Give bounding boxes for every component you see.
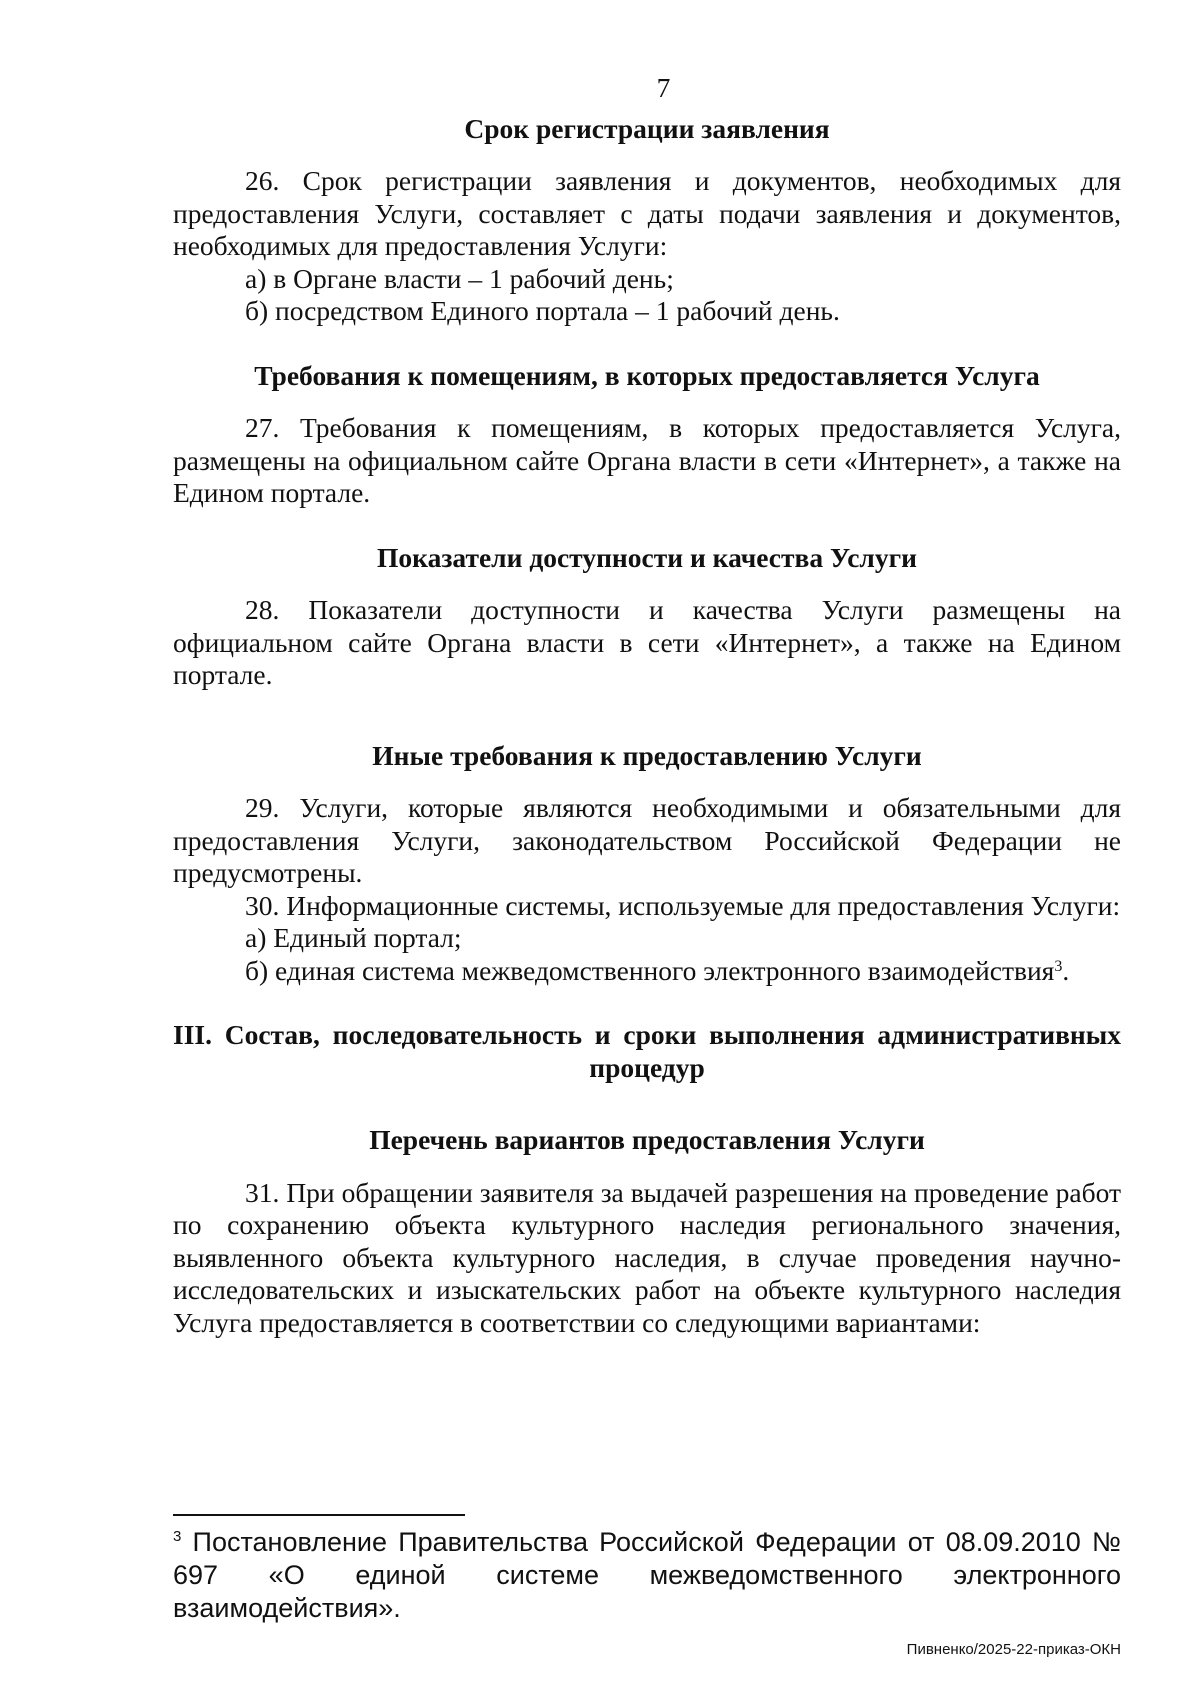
footnote-mark: 3 (173, 1528, 182, 1545)
heading-registration-term: Срок регистрации заявления (464, 112, 830, 144)
heading-section-iii-line1: III. Состав, последовательность и сроки выполнения административных (173, 1019, 1121, 1050)
paragraph-26a: а) в Органе власти – 1 рабочий день; (245, 262, 674, 294)
heading-service-variants: Перечень вариантов предоставления Услуги (369, 1124, 925, 1155)
page-content (173, 72, 1121, 1339)
paragraph-31: 31. При обращении заявителя за выдачей разрешения на проведение работ по сохранению объекта культурного наследия регионального значения, выявленного объекта культурного наследия, в случае проведения научно-исследовательских и изыскательских работ на объекте культурного наследия Услуга предоставляется в соответствии со следующими вариантами: (173, 1176, 1121, 1338)
paragraph-30b-end: . (1062, 954, 1070, 986)
footnote-reference[interactable]: 3 (1054, 957, 1063, 975)
paragraph-30b (173, 955, 1121, 988)
heading-section-iii-line2: процедур (589, 1051, 705, 1083)
footnote-text: Постановление Правительства Российской Федерации от 08.09.2010 № 697 «О единой системе межведомственного электронного взаимодействия». (173, 1527, 1121, 1623)
footnote (173, 1526, 1121, 1625)
paragraph-29: 29. Услуги, которые являются необходимыми и обязательными для предоставления Услуги, законодательством Российской Федерации не предусмотрены. (173, 792, 1121, 888)
heading-accessibility-indicators: Показатели доступности и качества Услуги (377, 541, 917, 573)
document-id: Пивненко/2025-22-приказ-ОКН (906, 1641, 1121, 1658)
heading-section-iii (173, 1019, 1121, 1084)
page-number: 7 (656, 72, 671, 103)
paragraph-26: 26. Срок регистрации заявления и документов, необходимых для предоставления Услуги, составляет с даты подачи заявления и документов, необходимых для предоставления Услуги: (173, 165, 1121, 261)
heading-other-requirements: Иные требования к предоставлению Услуги (372, 739, 922, 771)
paragraph-30b-text: б) единая система межведомственного электронного взаимодействия (245, 954, 1055, 986)
paragraph-26b: б) посредством Единого портала – 1 рабочий день. (245, 295, 840, 326)
paragraph-28: 28. Показатели доступности и качества Услуги размещены на официальном сайте Органа власти в сети «Интернет», а также на Едином портале. (173, 594, 1121, 690)
paragraph-30a: а) Единый портал; (245, 922, 462, 953)
heading-premises-requirements: Требования к помещениям, в которых предоставляется Услуга (254, 359, 1040, 391)
paragraph-30: 30. Информационные системы, используемые для предоставления Услуги: (245, 889, 1121, 921)
paragraph-27: 27. Требования к помещениям, в которых предоставляется Услуга, размещены на официальном сайте Органа власти в сети «Интернет», а также на Едином портале. (173, 412, 1121, 508)
footnote-separator (173, 1514, 465, 1516)
